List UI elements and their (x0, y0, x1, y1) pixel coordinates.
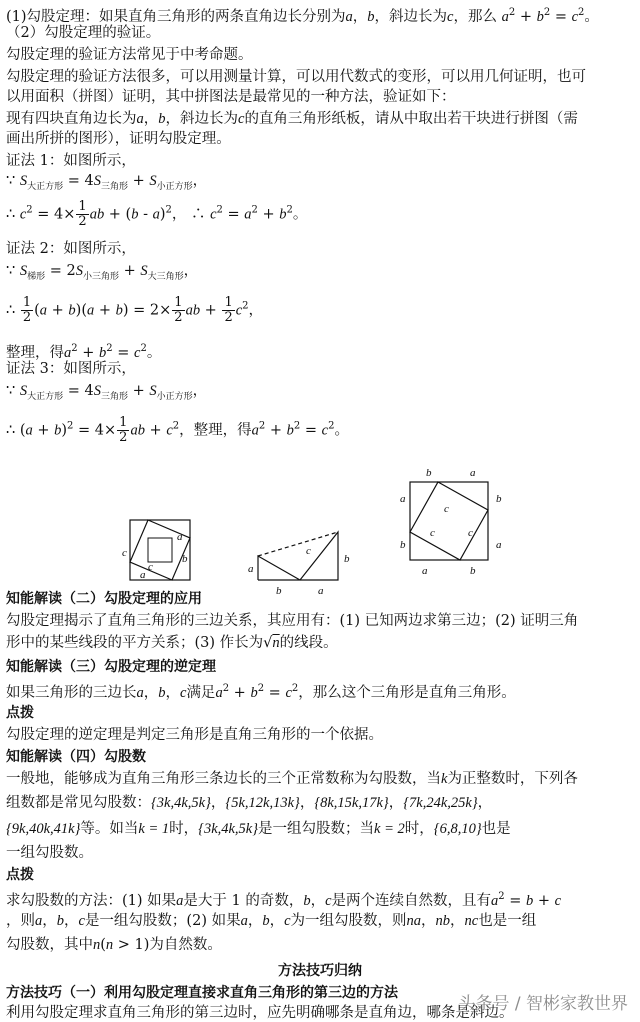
theorem-statement: (1)勾股定理：如果直角三角形的两条直角边长分别为a，b，斜边长为c，那么 $a^2 + b^2 = c^2$。 (6, 7, 599, 25)
paragraph: ，则a，b，c是一组勾股数；(2) 如果a，b，c为一组勾股数，则na，nb，nc也是一组 (6, 913, 537, 929)
formula: 整理，得$a^2 + b^2 = c^2$。 (6, 343, 162, 361)
tip-heading: 点拨 (6, 867, 34, 883)
svg-text:b: b (182, 553, 188, 565)
figure-proof-1 (122, 520, 190, 581)
paragraph: 勾股定理揭示了直角三角形的三边关系，其应用有：(1) 已知两边求第三边；(2) 证明三角 (6, 613, 579, 629)
svg-text:b: b (470, 565, 476, 577)
proof-3-label: 证法 3：如图所示， (6, 361, 136, 377)
heading-method-1: 方法技巧（一）利用勾股定理直接求直角三角形的第三边的方法 (6, 985, 398, 1001)
heading-converse: 知能解读（三）勾股定理的逆定理 (6, 659, 216, 675)
formula: ∵ $S_{大正方形} = 4S_{三角形} + S_{小正方形}$， (6, 173, 208, 192)
figure-proof-3 (400, 467, 502, 577)
paragraph: 勾股定理的验证方法常见于中考命题。 (6, 47, 253, 63)
formula: ∴ $c^2 = 4\times$ $\frac{1}{2}$ ab + (b - a)$^2$， ∴ $c^2 = a^2 + b^2$。 (6, 199, 308, 229)
heading-methods: 方法技巧归纳 (278, 963, 362, 979)
formula: ∵ $S_{梯形} = 2S_{小三角形} + S_{大三角形}$， (6, 263, 199, 282)
paragraph: 现有四块直角边长为a，b，斜边长为c的直角三角形纸板，请从中取出若干块进行拼图（需 (6, 111, 578, 127)
proof-2-label: 证法 2：如图所示， (6, 241, 136, 257)
svg-text:a: a (248, 563, 254, 575)
paragraph: 如果三角形的三边长a，b，c满足$a^2 + b^2 = c^2$，那么这个三角形是直角三角形。 (6, 683, 516, 701)
svg-text:a: a (177, 531, 183, 543)
paragraph: 画出所拼的图形），证明勾股定理。 (6, 131, 231, 147)
paragraph: 一组勾股数。 (6, 845, 93, 861)
svg-text:c: c (306, 545, 311, 557)
formula: ∵ $S_{大正方形} = 4S_{三角形} + S_{小正方形}$， (6, 383, 208, 402)
svg-text:a: a (470, 467, 476, 479)
svg-text:c: c (444, 503, 449, 515)
svg-text:b: b (400, 539, 406, 551)
paragraph: 勾股定理的逆定理是判定三角形是直角三角形的一个依据。 (6, 727, 383, 743)
svg-text:b: b (496, 493, 502, 505)
heading-pythagorean-triples: 知能解读（四）勾股数 (6, 749, 146, 765)
svg-text:b: b (276, 585, 282, 597)
paragraph: 勾股数，其中n(n > 1)为自然数。 (6, 937, 222, 953)
svg-text:c: c (430, 527, 435, 539)
paragraph: 利用勾股定理求直角三角形的第三边时，应先明确哪条是直角边，哪条是斜边。 (6, 1005, 514, 1021)
svg-text:a: a (318, 585, 324, 597)
subheading-verification: （2）勾股定理的验证。 (6, 25, 161, 41)
svg-text:c: c (468, 527, 473, 539)
paragraph: 组数都是常见勾股数：{3k,4k,5k}，{5k,12k,13k}，{8k,15k,17k}，{7k,24k,25k}， (6, 795, 493, 811)
proof-1-label: 证法 1：如图所示， (6, 153, 136, 169)
pythagorean-proof-figures (120, 462, 502, 597)
figure-proof-2 (248, 532, 350, 597)
svg-text:b: b (426, 467, 432, 479)
formula: ∴ $(a + b)^2 = 4\times$ $\frac{1}{2}$ ab + $c^2$，整理，得$a^2 + b^2 = c^2$。 (6, 415, 349, 445)
paragraph: {9k,40k,41k}等。如当k = 1时，{3k,4k,5k}是一组勾股数；当k = 2时，{6,8,10}也是 (6, 821, 511, 837)
paragraph: 一般地，能够成为直角三角形三条边长的三个正常数称为勾股数，当k为正整数时，下列各 (6, 771, 578, 787)
svg-text:a: a (496, 539, 502, 551)
paragraph: 形中的某些线段的平方关系；(3) 作长为√n的线段。 (6, 635, 338, 651)
svg-text:b: b (344, 553, 350, 565)
svg-text:c: c (148, 561, 153, 573)
svg-text:a: a (140, 569, 146, 581)
svg-text:c: c (122, 547, 127, 559)
watermark: 头条号 / 智彬家教世界 (458, 994, 628, 1014)
svg-text:a: a (422, 565, 428, 577)
tip-heading: 点拨 (6, 705, 34, 721)
formula: ∴ $\frac{1}{2}$ (a + b)(a + b) = 2× $\frac{1}{2}$ ab + $\frac{1}{2}$ $c^2$， (6, 295, 264, 325)
paragraph: 以用面积（拼图）证明，其中拼图法是最常见的一种方法，验证如下： (6, 89, 456, 105)
svg-text:a: a (400, 493, 406, 505)
paragraph: 求勾股数的方法：(1) 如果a是大于 1 的奇数，b，c是两个连续自然数，且有$a^2 = b + c$ (6, 891, 562, 909)
heading-application: 知能解读（二）勾股定理的应用 (6, 591, 202, 607)
paragraph: 勾股定理的验证方法很多，可以用测量计算，可以用代数式的变形，可以用几何证明，也可 (6, 69, 586, 85)
